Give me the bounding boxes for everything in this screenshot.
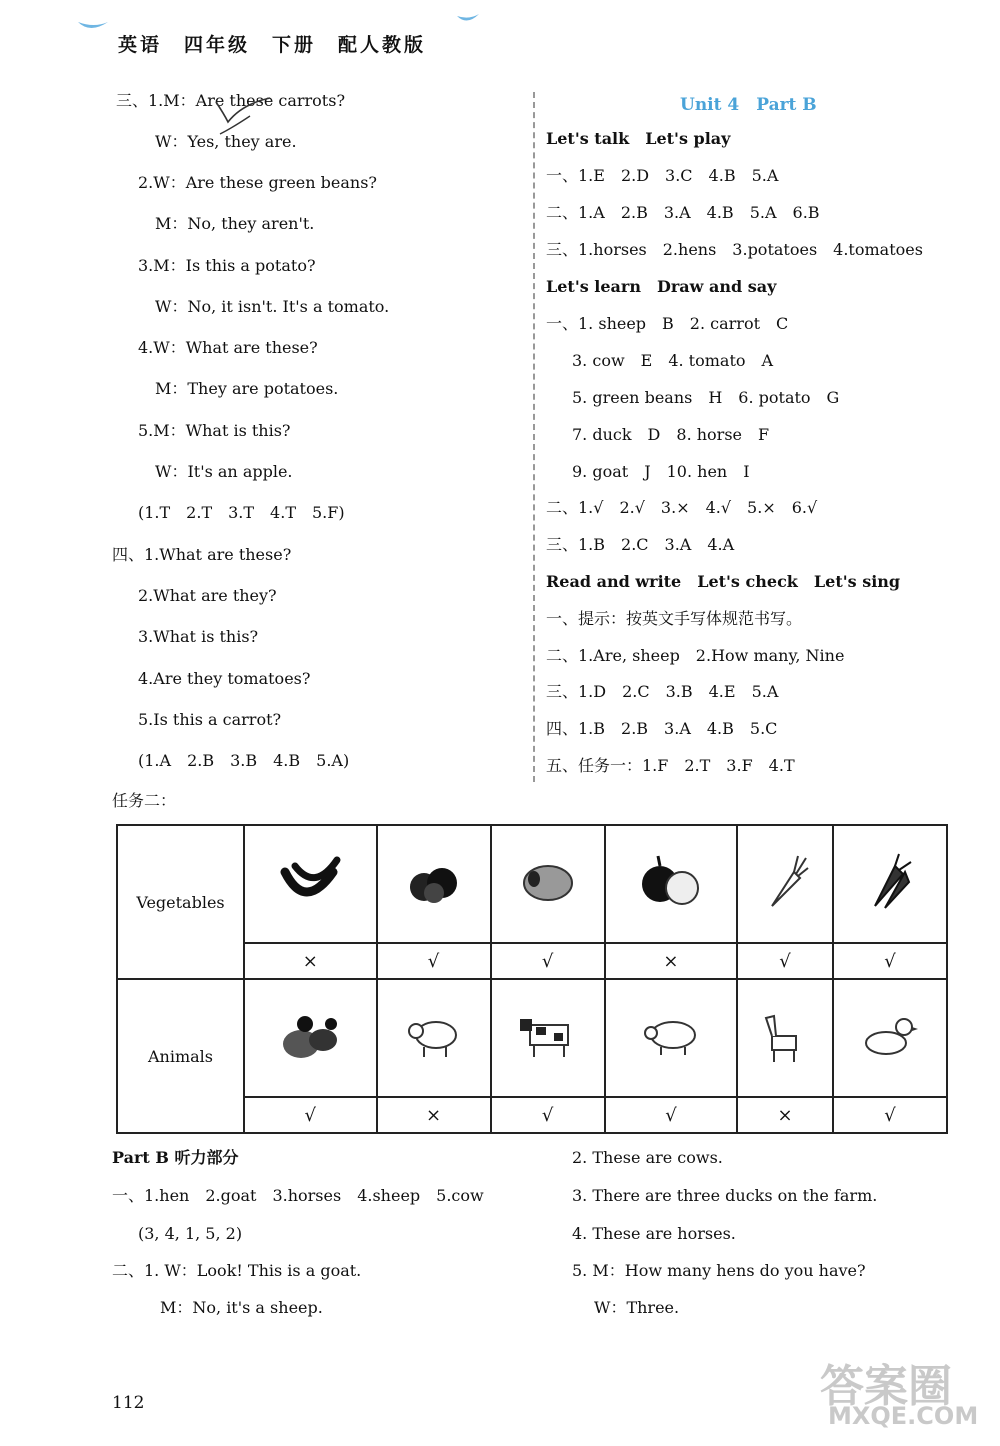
answer-line: 3. There are three ducks on the farm. [572,1186,878,1205]
answer-mark: √ [244,1097,377,1133]
answer-line: W：No, it isn't. It's a tomato. [155,297,390,316]
answer-line: 三、1.horses 2.hens 3.potatoes 4.tomatoes [546,240,923,259]
answer-mark: × [244,943,377,979]
answer-line: M：They are potatoes. [155,379,339,398]
answer-mark: √ [491,943,605,979]
bird-wing-icon [455,12,481,28]
tomatoes-image [377,825,491,943]
answer-line: 一、1.E 2.D 3.C 4.B 5.A [546,166,779,185]
answer-line: 一、1.hen 2.goat 3.horses 4.sheep 5.cow [112,1186,484,1205]
task-label: 任务二： [112,791,177,810]
carrot-image [737,825,833,943]
carrots-bunch-image [833,825,947,943]
section-heading: Part B 听力部分 [112,1148,239,1167]
answer-line: 5. M：How many hens do you have? [572,1261,866,1280]
cow-image [491,979,605,1097]
answer-line: 二、1. W：Look! This is a goat. [112,1261,362,1280]
answer-line: 4.W：What are these? [138,338,318,357]
answer-line: (3, 4, 1, 5, 2) [138,1224,243,1243]
answer-line: 2. These are cows. [572,1148,723,1167]
answer-line: 7. duck D 8. horse F [572,425,770,444]
answer-mark: × [377,1097,491,1133]
answer-line: 2.What are they? [138,586,277,605]
answer-line: (1.T 2.T 3.T 4.T 5.F) [138,503,345,522]
answer-line: W：Yes, they are. [155,132,297,151]
hens-image [244,979,377,1097]
answer-line: 5.M：What is this? [138,421,291,440]
pig-image [605,979,738,1097]
answer-line: 三、1.M：Are these carrots? [116,91,346,110]
answer-line: 5.Is this a carrot? [138,710,282,729]
answer-line: 一、1. sheep B 2. carrot C [546,314,789,333]
answer-line: 二、1.A 2.B 3.A 4.B 5.A 6.B [546,203,820,222]
column-divider [533,92,535,782]
section-heading: Let's learn Draw and say [546,277,777,296]
answer-line: 3. cow E 4. tomato A [572,351,774,370]
row-label-animals: Animals [117,979,244,1133]
answer-line: 3.What is this? [138,627,259,646]
answer-mark: × [737,1097,833,1133]
watermark-logo: 答案圈 [820,1361,952,1412]
answer-line: 三、1.B 2.C 3.A 4.A [546,535,735,554]
answer-line: 二、1.√ 2.√ 3.× 4.√ 5.× 6.√ [546,498,818,517]
answer-line: 三、1.D 2.C 3.B 4.E 5.A [546,682,779,701]
answer-mark: √ [737,943,833,979]
answer-mark: √ [833,943,947,979]
onion-image [605,825,738,943]
page-header-title: 英语 四年级 下册 配人教版 [118,34,427,56]
section-heading: Let's talk Let's play [546,129,731,148]
horse-image [737,979,833,1097]
section-heading: Read and write Let's check Let's sing [546,572,901,591]
row-label-vegetables: Vegetables [117,825,244,979]
answer-mark: √ [377,943,491,979]
answer-line: W：Three. [594,1298,680,1317]
answer-line: M：No, they aren't. [155,214,315,233]
answer-mark: √ [605,1097,738,1133]
answer-line: 5. green beans H 6. potato G [572,388,840,407]
bird-wing-icon [76,18,110,36]
answer-line: 4.Are they tomatoes? [138,669,311,688]
duck-image [833,979,947,1097]
answer-line: 2.W：Are these green beans? [138,173,378,192]
answer-line: W：It's an apple. [155,462,293,481]
handwritten-check-mark [210,94,280,144]
classification-table [116,824,948,1134]
answer-mark: √ [491,1097,605,1133]
answer-line: 一、提示：按英文手写体规范书写。 [546,609,803,628]
sheep-image [377,979,491,1097]
answer-line: (1.A 2.B 3.B 4.B 5.A) [138,751,350,770]
chili-peppers-image [244,825,377,943]
answer-mark: √ [833,1097,947,1133]
answer-mark: × [605,943,738,979]
answer-line: M：No, it's a sheep. [160,1298,323,1317]
answer-line: 3.M：Is this a potato? [138,256,316,275]
page-number: 112 [112,1393,145,1413]
watermark-url: MXQE.COM [828,1402,979,1430]
answer-line: 9. goat J 10. hen I [572,462,750,481]
unit-title: Unit 4 Part B [680,95,817,115]
answer-line: 四、1.What are these? [112,545,292,564]
answer-line: 四、1.B 2.B 3.A 4.B 5.C [546,719,778,738]
answer-line: 二、1.Are, sheep 2.How many, Nine [546,646,845,665]
answer-line: 五、任务一：1.F 2.T 3.F 4.T [546,756,795,775]
potato-image [491,825,605,943]
answer-line: 4. These are horses. [572,1224,736,1243]
